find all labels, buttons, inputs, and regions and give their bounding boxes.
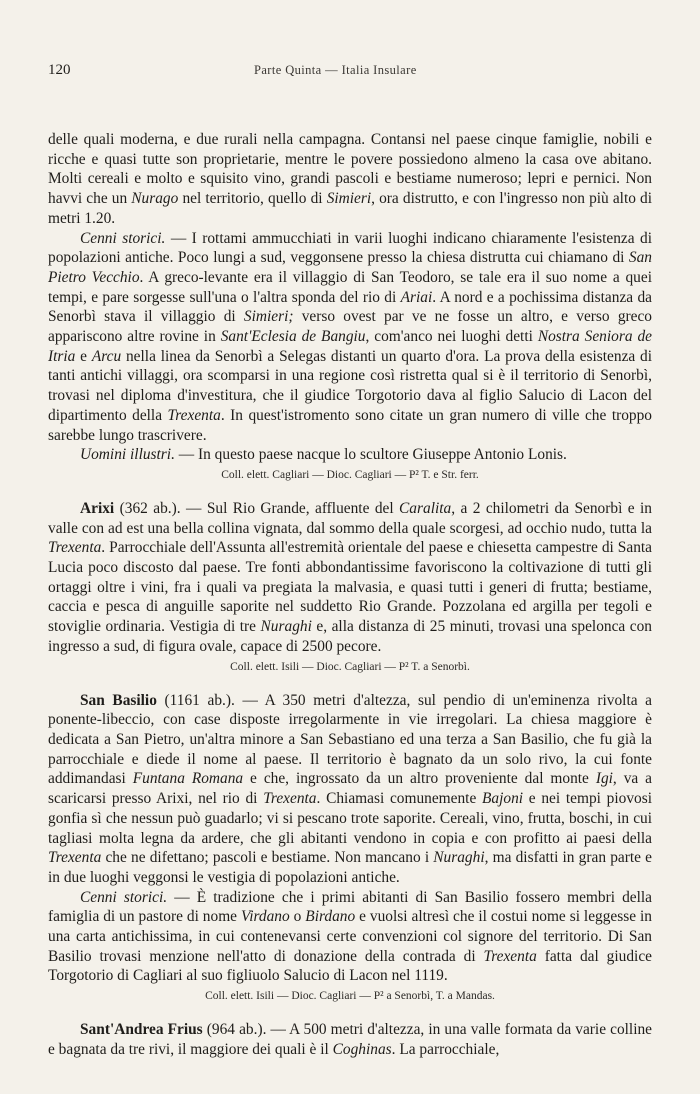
senorbi-notables: Uomini illustri. — In questo paese nacque lo scultore Giuseppe Antonio Lonis. xyxy=(80,446,567,464)
running-title: Parte Quinta — Italia Insulare xyxy=(254,63,417,77)
santandrea-name: Sant'Andrea Frius xyxy=(80,1021,203,1039)
san-basilio-entry: San Basilio (1161 ab.). — A 350 metri d'altezza, sul pendio di un'eminenza rivolta a ponente-libeccio, con case disposte irregolarmente in vie irregolari. La chiesa maggiore è dedicata a San Pietro, un'altra minore a San Sebastiano ed una terza a San Basilio, che fu già la parrocchiale e diede il nome al paese. Il territorio è bagnato da un solo rivo, la cui fonte addimandasi Funtana Romana e che, ingrossato da un altro proveniente dal monte Igi, va a scaricarsi presso Arixi, nel rio di Trexenta. Chiamasi comunemente Bajoni e nei tempi piovosi gonfia sì che nessun può guadarlo; vi si pescano trote saporite. Cereali, vino, frutta, boschi, in cui tagliasi molta legna da ardere, che gli abitanti vendono in copia e con profitto ai paesi della Trexenta che ne difettano; pascoli e bestiame. Non mancano i Nuraghi, ma disfatti in gran parte e in due luoghi veggonsi le vestigia di popolazioni antiche. xyxy=(48,691,653,886)
page-number: 120 xyxy=(48,62,71,78)
arixi-entry: Arixi (362 ab.). — Sul Rio Grande, affluente del Caralita, a 2 chilometri da Senorbì e in valle con ad est una bella collina vignata, dal sommo della quale scorgesi, ad occhio nudo, tutta la Trexenta. Parrocchiale dell'Assunta all'estremità orientale del paese e chiesetta campestre di Santa Lucia poco discosto dal paese. Tre fonti abbondantissime favoriscono la coltivazione di tutti gli ortaggi oltre i vini, fra i quali va pregiata la malvasia, e quasi tutti i generi di frutta; bestiame, caccia e pesca di anguille saporite nel suddetto Rio Grande. Pozzolana ed argilla per tegoli e stoviglie ordinaria. Vestigia di tre Nuraghi e, alla distanza di 25 minuti, trovasi una spelonca con ingresso a sud, di figura ovale, capace di 2500 pecore. xyxy=(48,499,653,655)
page xyxy=(48,62,652,1060)
santandrea-entry: Sant'Andrea Frius (964 ab.). — A 500 metri d'altezza, in una valle formata da varie colline e bagnata da tre rivi, il maggiore dei quali è il Coghinas. La parrocchiale, xyxy=(48,1021,653,1058)
san-basilio-history: Cenni storici. — È tradizione che i primi abitanti di San Basilio fossero membri della famiglia di un pastore di nome Virdano o Birdano e vuolsi altresì che il costui nome si leggesse in una carta antichissima, in cui contenevansi certe convenzioni col signore del territorio. Di San Basilio trovasi menzione nell'atto di donazione della contrada di Trexenta fatta dal giudice Torgotorio di Cagliari al suo figliuolo Salucio di Lacon nel 1119. xyxy=(48,888,652,985)
arixi-admin-line: Coll. elett. Isili — Dioc. Cagliari — P² T. a Senorbì. xyxy=(230,660,470,673)
senorbi-description: delle quali moderna, e due rurali nella campagna. Contansi nel paese cinque famiglie, nobili e ricche e quasi tutte son proprietarie, mentre le povere possiedono almeno la casa ove abitano. Molti cereali e molto e squisito vino, grandi pascoli e bestiame numeroso; lepri e pernici. Non havvi che un Nurago nel territorio, quello di Simieri, ora distrutto, e con l'ingresso non più alto di metri 1.20. xyxy=(48,131,653,227)
page-header xyxy=(48,62,652,84)
arixi-name: Arixi xyxy=(80,499,115,517)
san-basilio-admin-line: Coll. elett. Isili — Dioc. Cagliari — P² a Senorbì, T. a Mandas. xyxy=(205,990,495,1003)
senorbi-admin-line: Coll. elett. Cagliari — Dioc. Cagliari — P² T. e Str. ferr. xyxy=(221,468,479,481)
senorbi-history: Cenni storici. — I rottami ammucchiati in varii luoghi indicano chiaramente l'esistenza di popolazioni antiche. Poco lungi a sud, veggonsene presso la chiesa distrutta cui chiamano di San Pietro Vecchio. A greco-levante era il villaggio di San Teodoro, se tale era il suo nome a quei tempi, e pare sorgesse sull'una o l'altra sponda del rio di Ariai. A nord e a pochissima distanza da Senorbì stava il villaggio di Simieri; verso ovest par ve ne fosse un altro, e verso greco appariscono altre rovine in Sant'Eclesia de Bangiu, com'anco nei luoghi detti Nostra Seniora de Itria e Arcu nella linea da Senorbì a Selegas distanti un quarto d'ora. La prova della esistenza di tanti antichi villaggi, ora scomparsi in una regione così ristretta qual si è il territorio di Senorbì, trovasi nel diploma d'investitura, che il giudice Torgotorio dava al figlio Salucio di Lacon del dipartimento della Trexenta. In quest'istromento sono citate un gran numero di ville che troppo sarebbe lungo trascrivere. xyxy=(48,229,653,444)
san-basilio-name: San Basilio xyxy=(80,691,157,709)
